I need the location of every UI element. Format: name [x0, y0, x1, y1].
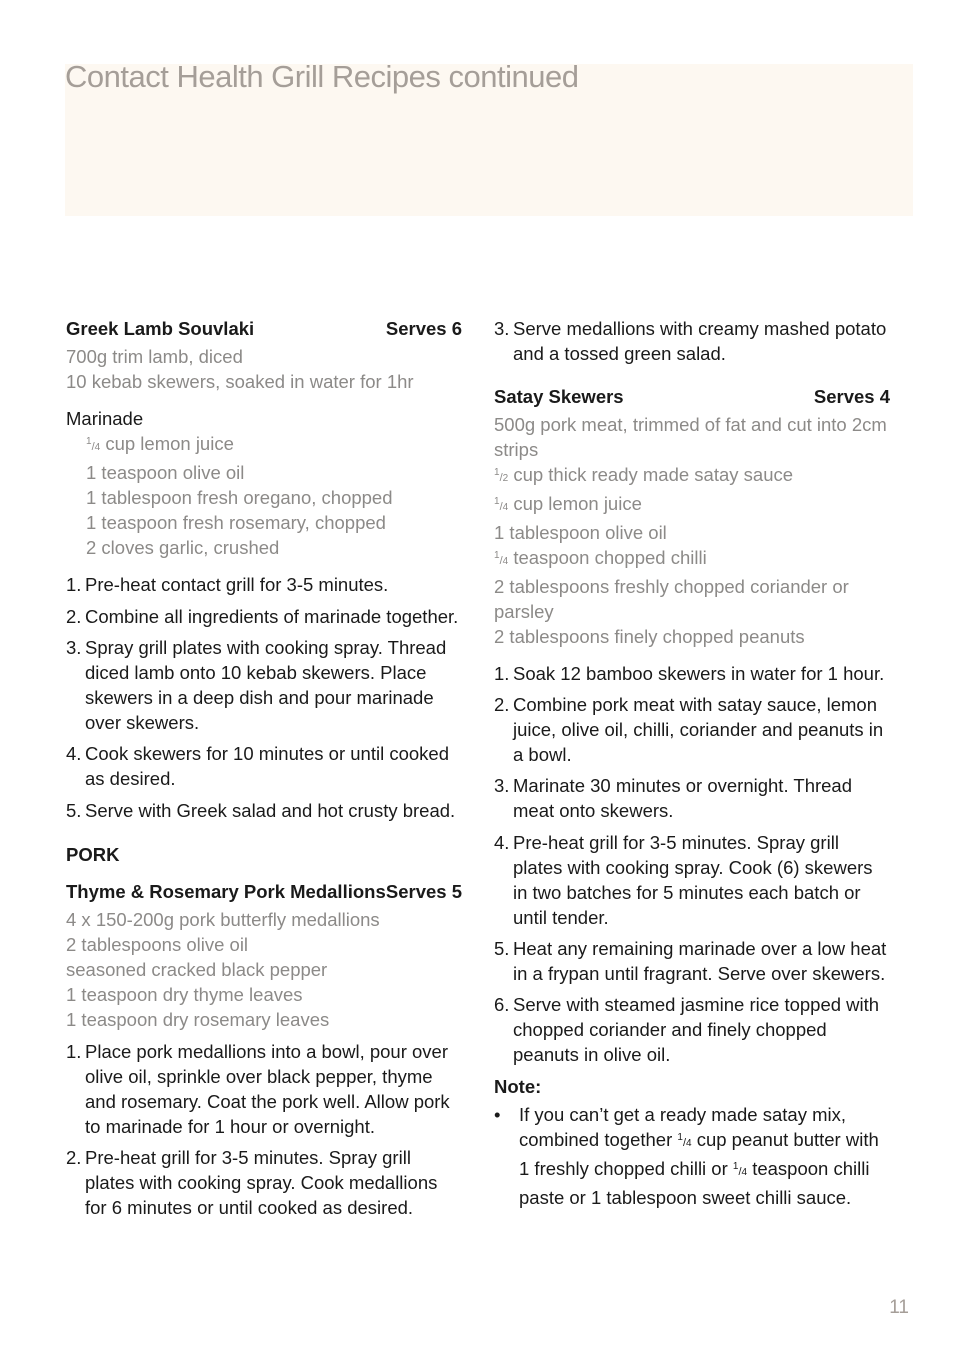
note-text-part: If you can’t get a ready made satay mix, combined together	[519, 1104, 846, 1150]
ingredient: 2 cloves garlic, crushed	[86, 537, 280, 558]
ingredient: $^1$/4 cup lemon juice	[494, 493, 642, 514]
step-number: 2.	[66, 606, 82, 627]
fraction-numerator: 1	[494, 467, 500, 478]
method-step	[66, 1145, 462, 1220]
fraction-denominator: 4	[502, 502, 509, 513]
recipe-title: Greek Lamb Souvlaki	[66, 318, 255, 339]
step-number: 2.	[494, 694, 510, 715]
step-number: 3.	[66, 637, 82, 658]
ingredient: 2 tablespoons freshly chopped coriander or parsley	[494, 576, 849, 622]
fraction-numerator: 1	[732, 1161, 739, 1172]
method-step	[66, 604, 462, 629]
marinade-list	[66, 431, 462, 560]
ingredient-text: cup lemon juice	[508, 493, 642, 514]
step-number: 2.	[66, 1147, 82, 1168]
left-column	[66, 316, 462, 1220]
note-text-part: teaspoon chilli paste or 1 tablespoon sweet chilli sauce.	[519, 1158, 870, 1208]
method-list	[66, 1039, 462, 1220]
ingredient-list	[494, 412, 890, 649]
method-step	[494, 692, 890, 767]
ingredient: 1 teaspoon olive oil	[86, 462, 245, 483]
ingredient: 1 teaspoon dry thyme leaves	[66, 984, 303, 1005]
recipe-header-pork-medallions	[66, 879, 462, 905]
method-step	[66, 572, 462, 597]
ingredient: $^1$/2 cup thick ready made satay sauce	[494, 464, 794, 485]
recipe-serves: Serves 4	[813, 386, 890, 407]
step-text: Soak 12 bamboo skewers in water for 1 hour.	[513, 663, 885, 684]
fraction-denominator: 4	[741, 1167, 748, 1178]
step-text: Combine all ingredients of marinade together.	[85, 606, 459, 627]
ingredient-text: cup lemon juice	[100, 433, 234, 454]
right-column	[494, 316, 890, 1210]
note-text: If you can’t get a ready made satay mix, combined together $^1$/4 cup peanut butter with 1 freshly chopped chilli or $^1$/4 teaspoon chilli paste or 1 tablespoon sweet chilli sauce.	[519, 1104, 879, 1208]
method-step	[494, 661, 890, 686]
ingredient: $^1$/4 cup lemon juice	[86, 433, 234, 454]
ingredient: seasoned cracked black pepper	[66, 959, 328, 980]
step-text: Serve medallions with creamy mashed potato and a tossed green salad.	[513, 318, 887, 364]
step-text: Pre-heat contact grill for 3-5 minutes.	[85, 574, 389, 595]
step-number: 4.	[494, 832, 510, 853]
step-number: 3.	[494, 775, 510, 796]
step-text: Marinate 30 minutes or overnight. Thread meat onto skewers.	[513, 775, 853, 821]
method-list	[494, 661, 890, 1067]
ingredient: 4 x 150-200g pork butterfly medallions	[66, 909, 380, 930]
ingredient: 700g trim lamb, diced	[66, 346, 243, 367]
step-text: Combine pork meat with satay sauce, lemon juice, olive oil, chilli, coriander and peanuts in a bowl.	[513, 694, 884, 765]
method-step	[494, 773, 890, 823]
step-text: Spray grill plates with cooking spray. Thread diced lamb onto 10 kebab skewers. Place skewers in a deep dish and pour marinade over skewers.	[85, 637, 447, 733]
method-step	[494, 316, 890, 366]
recipe-title: Satay Skewers	[494, 386, 624, 407]
note-list	[494, 1102, 890, 1210]
fraction-denominator: 4	[502, 556, 509, 567]
fraction-numerator: 1	[494, 496, 500, 507]
method-step	[494, 936, 890, 986]
bullet-icon: •	[494, 1104, 501, 1125]
method-list	[66, 572, 462, 823]
method-list-continued	[494, 316, 890, 366]
step-text: Serve with steamed jasmine rice topped with chopped coriander and finely chopped peanuts in olive oil.	[513, 994, 880, 1065]
step-number: 3.	[494, 318, 510, 339]
step-text: Heat any remaining marinade over a low heat in a frypan until fragrant. Serve over skewers.	[513, 938, 887, 984]
method-step	[494, 830, 890, 930]
step-text: Place pork medallions into a bowl, pour over olive oil, sprinkle over black pepper, thyme and rosemary. Coat the pork well. Allow pork to marinade for 1 hour or overnight.	[85, 1041, 450, 1137]
ingredient-text: teaspoon chopped chilli	[508, 547, 707, 568]
recipe-header-satay	[494, 384, 890, 410]
fraction-numerator: 1	[494, 550, 500, 561]
method-step	[494, 992, 890, 1067]
note-item	[494, 1102, 890, 1210]
step-text: Pre-heat grill for 3-5 minutes. Spray grill plates with cooking spray. Cook (6) skewers in two batches for 5 minutes each batch or until tender.	[513, 832, 873, 928]
ingredient: 1 teaspoon dry rosemary leaves	[66, 1009, 330, 1030]
recipe-serves: Serves 6	[385, 318, 462, 339]
step-number: 1.	[66, 574, 82, 595]
step-number: 5.	[66, 800, 82, 821]
step-number: 1.	[494, 663, 510, 684]
note-label: Note:	[494, 1076, 542, 1097]
method-step	[66, 1039, 462, 1139]
marinade-label: Marinade	[66, 408, 144, 429]
ingredient: 10 kebab skewers, soaked in water for 1hr	[66, 371, 414, 392]
ingredient: 1 tablespoon olive oil	[494, 522, 667, 543]
page-number: 11	[889, 1297, 909, 1318]
fraction-numerator: 1	[86, 436, 92, 447]
ingredient: 500g pork meat, trimmed of fat and cut into 2cm strips	[494, 414, 887, 460]
recipe-serves: Serves 5	[385, 881, 462, 902]
ingredient: $^1$/4 teaspoon chopped chilli	[494, 547, 707, 568]
fraction-denominator: 4	[94, 442, 101, 453]
ingredient: 1 teaspoon fresh rosemary, chopped	[86, 512, 386, 533]
method-step	[66, 741, 462, 791]
step-number: 1.	[66, 1041, 82, 1062]
method-step	[66, 635, 462, 735]
step-text: Cook skewers for 10 minutes or until cooked as desired.	[85, 743, 450, 789]
ingredient: 2 tablespoons olive oil	[66, 934, 249, 955]
ingredient: 2 tablespoons finely chopped peanuts	[494, 626, 805, 647]
note-text-part: cup peanut butter with 1 freshly chopped chilli or	[519, 1129, 879, 1179]
ingredient-list	[66, 907, 462, 1032]
recipe-header-greek-lamb	[66, 316, 462, 342]
step-text: Pre-heat grill for 3-5 minutes. Spray grill plates with cooking spray. Cook medallions for 6 minutes or until cooked as desired.	[85, 1147, 438, 1218]
ingredient-text: cup thick ready made satay sauce	[508, 464, 794, 485]
section-heading-pork: PORK	[66, 844, 120, 865]
page-title: Contact Health Grill Recipes continued	[65, 59, 579, 94]
method-step	[66, 798, 462, 823]
fraction-denominator: 4	[686, 1138, 692, 1149]
fraction-numerator: 1	[677, 1132, 683, 1143]
step-number: 4.	[66, 743, 82, 764]
step-number: 6.	[494, 994, 510, 1015]
ingredient-list	[66, 344, 462, 394]
fraction-denominator: 2	[502, 473, 509, 484]
step-text: Serve with Greek salad and hot crusty bread.	[85, 800, 456, 821]
recipe-title: Thyme & Rosemary Pork Medallions	[66, 881, 386, 902]
ingredient: 1 tablespoon fresh oregano, chopped	[86, 487, 393, 508]
step-number: 5.	[494, 938, 510, 959]
